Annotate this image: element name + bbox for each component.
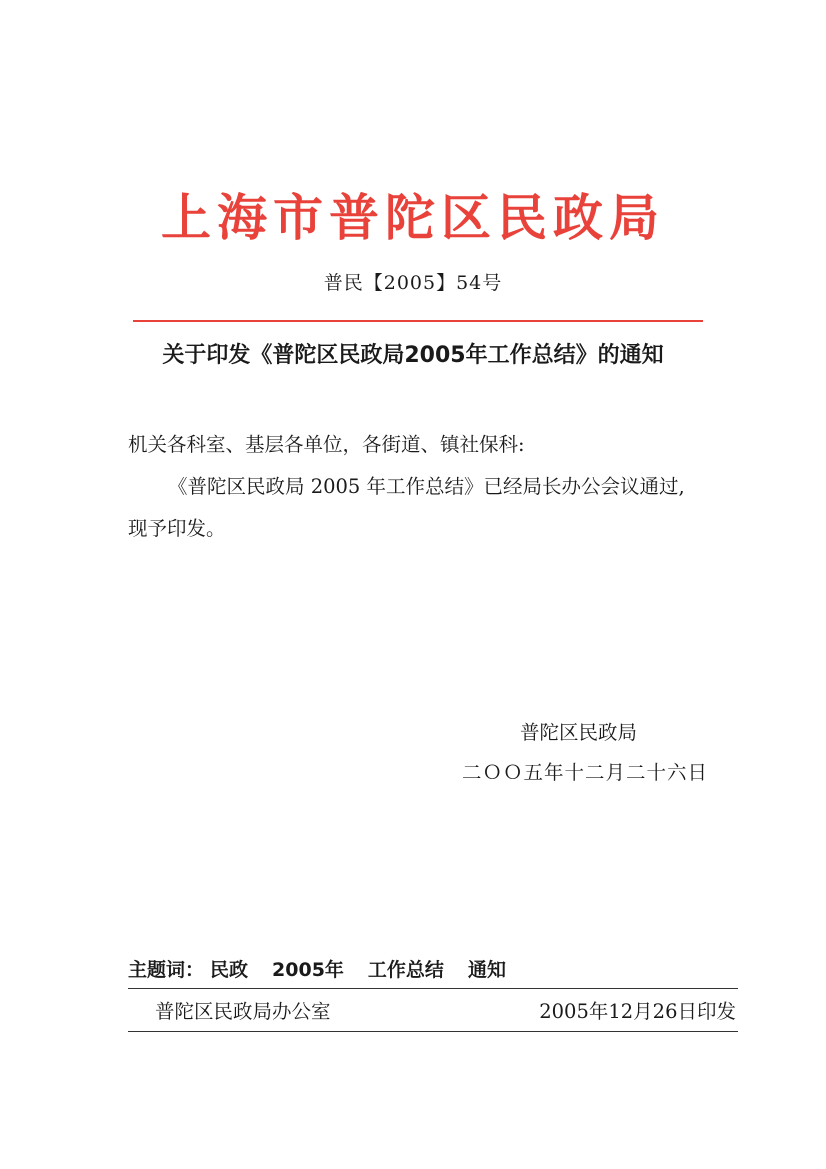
keyword: 2005年 [272, 959, 344, 981]
signature-date: 二ＯＯ五年十二月二十六日 [462, 761, 709, 784]
keywords-label: 主题词： [128, 959, 205, 981]
body-paragraph-line-1: 《普陀区民政局 2005 年工作总结》已经局长办公会议通过, [168, 475, 685, 498]
keyword: 通知 [467, 959, 506, 981]
issue-date: 2005年12月26日印发 [539, 1000, 736, 1023]
salutation: 机关各科室、基层各单位，各街道、镇社保科: [128, 433, 525, 456]
red-divider-line [133, 320, 703, 322]
org-header-title: 上海市普陀区民政局 [161, 188, 665, 247]
notice-title: 关于印发《普陀区民政局2005年工作总结》的通知 [162, 343, 664, 368]
body-paragraph-line-2: 现予印发。 [128, 517, 226, 540]
subject-keywords [128, 955, 524, 982]
keyword: 民政 [210, 959, 249, 981]
footer-bottom-rule [128, 1031, 738, 1032]
signer-organization: 普陀区民政局 [520, 721, 638, 744]
footer-top-rule [128, 988, 738, 989]
keyword: 工作总结 [367, 959, 444, 981]
issuing-office: 普陀区民政局办公室 [155, 1000, 331, 1023]
document-number: 普民【2005】54号 [323, 272, 503, 294]
